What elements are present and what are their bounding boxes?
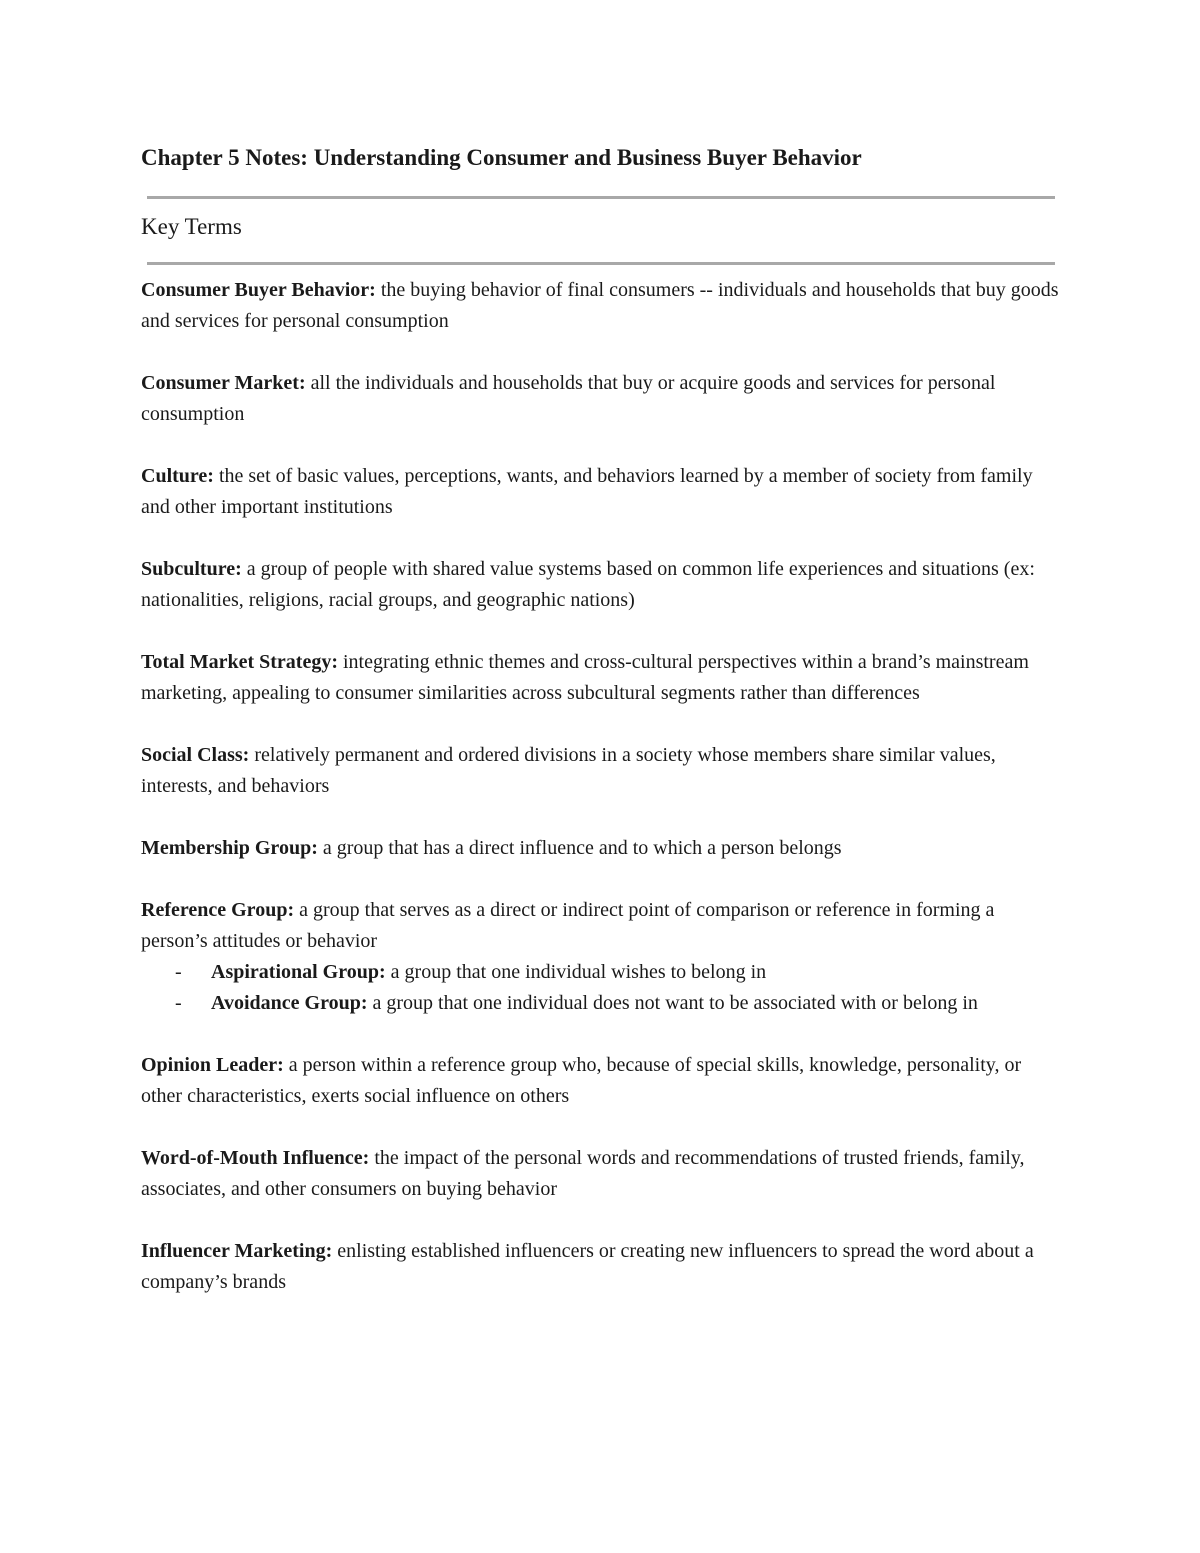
document-title: Chapter 5 Notes: Understanding Consumer and Business Buyer Behavior xyxy=(141,145,862,170)
term-definition: integrating ethnic themes and cross-cultural perspectives within a brand’s mainstream marketing, appealing to consumer similarities across subcultural segments rather than differences xyxy=(141,651,1029,704)
subterm-name: Aspirational Group: xyxy=(211,961,386,983)
term-entry-influencer-marketing xyxy=(141,1236,1061,1298)
term-entry-culture xyxy=(141,461,1061,523)
term-definition: the impact of the personal words and recommendations of trusted friends, family, associates, and other consumers on buying behavior xyxy=(141,1147,1025,1200)
term-name: Consumer Buyer Behavior: xyxy=(141,279,376,301)
term-name: Social Class: xyxy=(141,744,250,766)
term-entry-consumer-market xyxy=(141,368,1061,430)
section-divider xyxy=(147,262,1055,265)
title-divider xyxy=(147,196,1055,199)
subterm-name: Avoidance Group: xyxy=(211,992,368,1014)
term-name: Membership Group: xyxy=(141,837,318,859)
term-name: Reference Group: xyxy=(141,899,295,921)
subterm-definition: a group that one individual does not want to be associated with or belong in xyxy=(367,992,978,1014)
term-definition: a group that serves as a direct or indirect point of comparison or reference in forming a person’s attitudes or behavior xyxy=(141,899,995,952)
term-entry-reference-group xyxy=(141,895,1061,1019)
term-entry-social-class xyxy=(141,740,1061,802)
term-definition: a group of people with shared value systems based on common life experiences and situations (ex: nationalities, religions, racial groups, and geographic nations) xyxy=(141,558,1035,611)
term-definition: the buying behavior of final consumers -- individuals and households that buy goods and services for personal consumption xyxy=(141,279,1059,332)
term-name: Culture: xyxy=(141,465,214,487)
term-name: Opinion Leader: xyxy=(141,1054,284,1076)
bullet-dash: - xyxy=(175,961,182,983)
term-entry-membership-group xyxy=(141,833,1061,864)
term-entry-opinion-leader xyxy=(141,1050,1061,1112)
bullet-dash: - xyxy=(175,992,182,1014)
subterm-definition: a group that one individual wishes to belong in xyxy=(385,961,767,983)
term-name: Consumer Market: xyxy=(141,372,306,394)
term-definition: a group that has a direct influence and to which a person belongs xyxy=(317,837,842,859)
term-name: Influencer Marketing: xyxy=(141,1240,333,1262)
term-name: Word-of-Mouth Influence: xyxy=(141,1147,370,1169)
term-definition: enlisting established influencers or creating new influencers to spread the word about a company’s brands xyxy=(141,1240,1034,1293)
term-entry-total-market-strategy xyxy=(141,647,1061,709)
section-heading: Key Terms xyxy=(141,214,242,239)
subterm-aspirational-group xyxy=(141,957,1061,988)
term-entry-word-of-mouth-influence xyxy=(141,1143,1061,1205)
term-definition: the set of basic values, perceptions, wants, and behaviors learned by a member of society from family and other important institutions xyxy=(141,465,1033,518)
term-name: Subculture: xyxy=(141,558,242,580)
reference-group-subterms xyxy=(141,957,1061,1019)
subterm-avoidance-group xyxy=(141,988,1061,1019)
term-definition: a person within a reference group who, because of special skills, knowledge, personality, or other characteristics, exerts social influence on others xyxy=(141,1054,1022,1107)
term-entry-consumer-buyer-behavior xyxy=(141,275,1061,337)
term-entry-subculture xyxy=(141,554,1061,616)
key-terms-list xyxy=(141,275,1061,1329)
term-definition: all the individuals and households that buy or acquire goods and services for personal consumption xyxy=(141,372,996,425)
term-definition: relatively permanent and ordered divisions in a society whose members share similar values, interests, and behaviors xyxy=(141,744,996,797)
term-name: Total Market Strategy: xyxy=(141,651,338,673)
